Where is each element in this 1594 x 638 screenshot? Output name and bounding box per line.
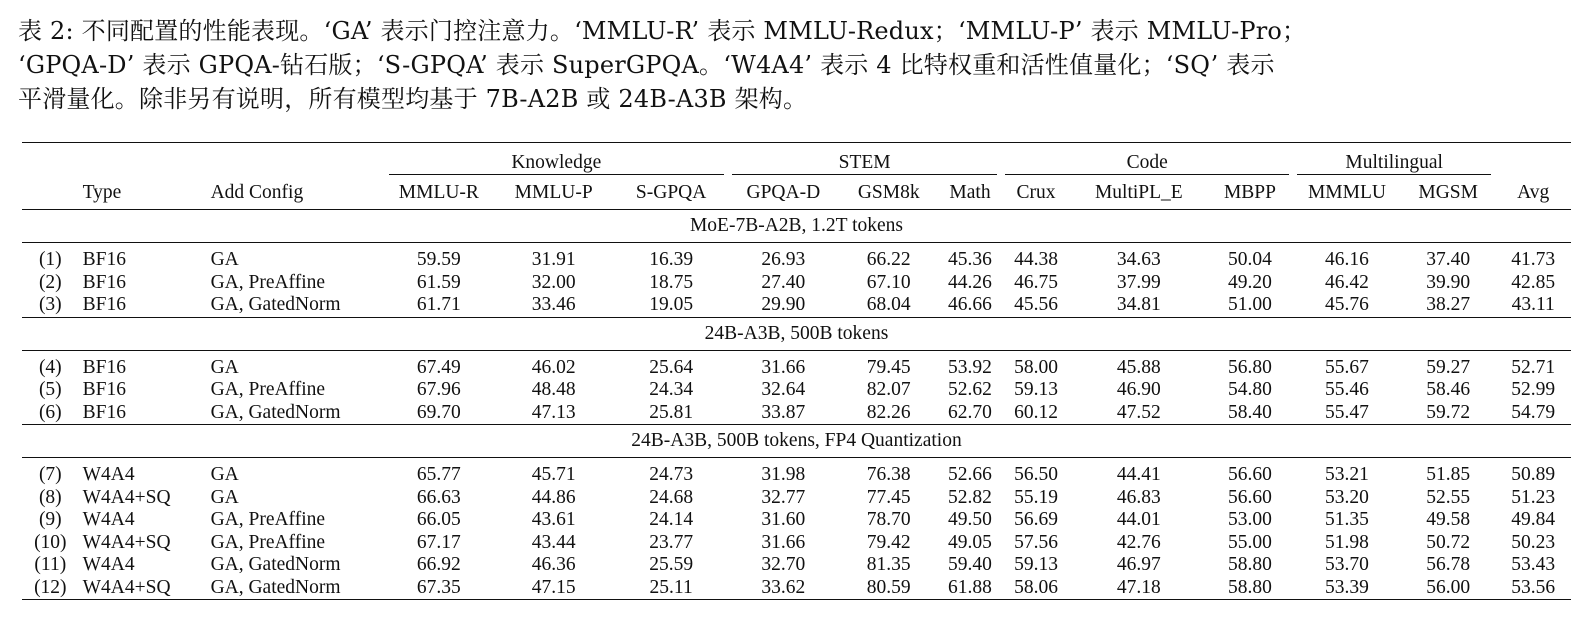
table-cell: 55.46 [1325,379,1369,400]
row-index: (5) [38,379,62,400]
table-cell: 47.13 [493,402,615,425]
table-cell: 49.84 [1511,509,1556,530]
table-cell: 18.75 [649,271,694,293]
table-cell: 46.83 [1116,486,1161,508]
column-header: Crux [1001,177,1070,210]
column-header: GSM8k [839,177,939,210]
row-config: GA [210,249,239,270]
row-type: BF16 [82,271,126,293]
table-cell: 45.56 [1001,294,1070,317]
table-cell: 48.48 [531,379,576,400]
table-cell: 50.23 [1511,531,1556,553]
table-cell: 32.77 [761,486,806,508]
table-cell: 67.96 [416,379,461,400]
table-cell: 41.73 [1511,249,1556,270]
section-title: 24B-A3B, 500B tokens [22,317,1571,350]
table-cell: 52.71 [1511,356,1556,378]
table-cell: 49.05 [948,531,992,553]
column-header-row [22,177,1571,210]
table-cell: 50.72 [1426,531,1471,553]
table-cell: 58.06 [1001,577,1070,600]
table-cell: 45.88 [1116,356,1161,378]
column-header: MGSM [1401,177,1495,210]
row-config: GA [210,356,239,378]
table-cell: 53.00 [1228,509,1272,530]
table-cell: 68.04 [839,294,939,317]
table-cell: 42.85 [1511,271,1556,293]
row-config: GA [210,486,239,508]
table-cell: 43.61 [531,509,576,530]
column-header: MMMLU [1293,177,1401,210]
table-cell: 54.80 [1228,379,1272,400]
table-cell: 51.85 [1426,464,1471,485]
column-header: MBPP [1207,177,1293,210]
row-type: W4A4 [82,554,135,575]
table-cell: 45.76 [1293,294,1401,317]
table-cell: 34.81 [1071,294,1207,317]
table-cell: 42.76 [1116,531,1161,553]
table-cell: 66.05 [416,509,461,530]
table-row [22,379,1571,402]
row-index: (4) [38,356,62,378]
row-config: GA, PreAffine [210,509,326,530]
table-cell: 61.59 [416,271,461,293]
row-index: (6) [22,402,79,425]
table-cell: 66.63 [416,486,461,508]
caption-line-3: 平滑量化。除非另有说明，所有模型均基于 7B-A2B 或 24B-A3B 架构。 [18,85,808,113]
table-caption [18,14,1576,116]
caption-line-1: 表 2: 不同配置的性能表现。‘GA’ 表示门控注意力。‘MMLU-R’ 表示 MMLU-Redux；‘MMLU-P’ 表示 MMLU-Pro； [18,17,1307,45]
row-type: W4A4+SQ [82,531,171,553]
row-config: GA, GatedNorm [207,294,385,317]
table-cell: 58.00 [1014,356,1058,378]
section-header-row [22,425,1571,458]
row-type: W4A4 [82,509,135,530]
row-index: (9) [38,509,62,530]
table-cell: 47.18 [1071,577,1207,600]
row-type: BF16 [79,402,207,425]
column-header: MMLU-R [385,177,493,210]
table-cell: 52.55 [1426,486,1471,508]
section-header-row [22,317,1571,350]
table-cell: 59.59 [416,249,461,270]
table-cell: 53.43 [1511,554,1556,575]
row-index: (2) [38,271,62,293]
row-type: BF16 [79,294,207,317]
table-row [22,402,1571,425]
table-cell: 61.71 [385,294,493,317]
table-cell: 55.00 [1228,531,1272,553]
table-cell: 82.26 [839,402,939,425]
table-row [22,458,1571,487]
results-table [22,142,1571,600]
column-header: Type [79,177,207,210]
table-cell: 79.42 [866,531,911,553]
table-cell: 31.60 [761,509,806,530]
table-cell: 55.19 [1014,486,1058,508]
table-cell: 44.86 [531,486,576,508]
table-cell: 46.02 [531,356,576,378]
table-cell: 67.10 [866,271,911,293]
table-cell: 53.92 [948,356,992,378]
table-cell: 19.05 [615,294,728,317]
table-cell: 66.92 [416,554,461,575]
table-cell: 31.91 [531,249,576,270]
table-cell: 46.97 [1116,554,1161,575]
table-cell: 34.63 [1116,249,1161,270]
column-header: Avg [1495,177,1571,210]
row-config: GA [210,464,239,485]
table-cell: 79.45 [866,356,911,378]
table-cell: 16.39 [649,249,694,270]
row-type: BF16 [82,356,126,378]
table-cell: 25.59 [649,554,694,575]
table-cell: 24.73 [649,464,694,485]
column-header: MultiPL_E [1071,177,1207,210]
table-cell: 24.34 [649,379,694,400]
column-header: S-GPQA [615,177,728,210]
group-multilingual: Multilingual [1297,152,1491,175]
table-cell: 59.72 [1401,402,1495,425]
table-body [22,210,1571,600]
row-index: (8) [38,486,62,508]
table-cell: 23.77 [649,531,694,553]
table-cell: 49.58 [1426,509,1471,530]
row-config: GA, PreAffine [210,379,326,400]
table-cell: 56.00 [1401,577,1495,600]
table-row [22,532,1571,555]
row-index: (1) [38,249,62,270]
table-cell: 59.13 [1014,379,1058,400]
table-cell: 59.13 [1014,554,1058,575]
table-cell: 53.56 [1495,577,1571,600]
table-cell: 52.99 [1511,379,1556,400]
table-cell: 24.68 [649,486,694,508]
table-cell: 59.27 [1426,356,1471,378]
table-cell: 53.70 [1325,554,1369,575]
table-cell: 81.35 [866,554,911,575]
table-cell: 37.40 [1426,249,1471,270]
table-cell: 80.59 [839,577,939,600]
table-cell: 53.20 [1325,486,1369,508]
row-index: (7) [38,464,62,485]
table-cell: 51.35 [1325,509,1369,530]
table-row [22,509,1571,532]
table-cell: 52.62 [948,379,992,400]
table-cell: 56.80 [1228,356,1272,378]
section-header-row [22,210,1571,243]
table-cell: 56.60 [1228,486,1272,508]
column-header: Math [939,177,1002,210]
table-cell: 31.66 [761,356,806,378]
table-cell: 55.67 [1325,356,1369,378]
table-cell: 45.71 [531,464,576,485]
table-cell: 51.98 [1325,531,1369,553]
table-cell: 56.60 [1228,464,1272,485]
table-cell: 46.36 [531,554,576,575]
group-stem: STEM [732,152,998,175]
table-cell: 53.39 [1293,577,1401,600]
table-cell: 58.46 [1426,379,1471,400]
column-header: Add Config [207,177,385,210]
column-header: MMLU-P [493,177,615,210]
table-cell: 44.26 [948,271,992,293]
table-cell: 46.42 [1325,271,1369,293]
table-cell: 49.20 [1228,271,1272,293]
table-cell: 53.21 [1325,464,1369,485]
table-cell: 24.14 [649,509,694,530]
table-cell: 25.11 [615,577,728,600]
table-cell: 56.69 [1014,509,1058,530]
group-header-row [22,143,1571,178]
table-cell: 65.77 [416,464,461,485]
table-cell: 77.45 [866,486,911,508]
table-cell: 55.47 [1293,402,1401,425]
table-cell: 54.79 [1495,402,1571,425]
table-cell: 59.40 [948,554,992,575]
table-cell: 60.12 [1001,402,1070,425]
table-cell: 67.49 [416,356,461,378]
table-cell: 31.66 [761,531,806,553]
table-cell: 62.70 [939,402,1002,425]
table-cell: 43.11 [1495,294,1571,317]
table-cell: 37.99 [1116,271,1161,293]
table-cell: 61.88 [939,577,1002,600]
table-row [22,272,1571,295]
table-cell: 56.50 [1014,464,1058,485]
row-type: BF16 [82,249,126,270]
row-index: (10) [34,531,67,553]
table-cell: 58.80 [1228,554,1272,575]
section-title: MoE-7B-A2B, 1.2T tokens [22,210,1571,243]
table-cell: 33.46 [493,294,615,317]
table-cell: 29.90 [728,294,839,317]
row-type: W4A4 [82,464,135,485]
row-type: W4A4+SQ [79,577,207,600]
table-cell: 57.56 [1014,531,1058,553]
table-cell: 51.23 [1511,486,1556,508]
table-cell: 33.62 [728,577,839,600]
table-cell: 46.75 [1014,271,1058,293]
table-cell: 76.38 [866,464,911,485]
table-cell: 58.80 [1207,577,1293,600]
row-config: GA, GatedNorm [207,577,385,600]
results-table-container [22,142,1571,600]
table-cell: 32.00 [531,271,576,293]
table-cell: 31.98 [761,464,806,485]
table-cell: 67.17 [416,531,461,553]
table-row [22,350,1571,379]
table-cell: 32.64 [761,379,806,400]
section-title: 24B-A3B, 500B tokens, FP4 Quantization [22,425,1571,458]
group-knowledge: Knowledge [389,152,724,175]
table-cell: 78.70 [866,509,911,530]
table-row [22,294,1571,317]
table-cell: 49.50 [948,509,992,530]
row-index: (12) [22,577,79,600]
table-cell: 44.38 [1014,249,1058,270]
caption-line-2: ‘GPQA-D’ 表示 GPQA-钻石版；‘S-GPQA’ 表示 SuperGPQA。‘W4A4’ 表示 4 比特权重和活性值量化；‘SQ’ 表示 [18,51,1275,79]
table-cell: 47.52 [1071,402,1207,425]
table-cell: 44.01 [1116,509,1161,530]
table-row [22,577,1571,600]
table-cell: 43.44 [531,531,576,553]
table-cell: 52.66 [948,464,992,485]
table-cell: 32.70 [761,554,806,575]
table-cell: 39.90 [1426,271,1471,293]
table-cell: 52.82 [948,486,992,508]
table-cell: 50.04 [1228,249,1272,270]
table-cell: 50.89 [1511,464,1556,485]
column-header [22,177,79,210]
row-config: GA, PreAffine [210,531,326,553]
row-config: GA, PreAffine [210,271,326,293]
table-cell: 47.15 [493,577,615,600]
table-cell: 82.07 [866,379,911,400]
table-cell: 56.78 [1426,554,1471,575]
table-cell: 67.35 [385,577,493,600]
table-cell: 58.40 [1207,402,1293,425]
table-cell: 51.00 [1207,294,1293,317]
table-cell: 26.93 [761,249,806,270]
table-cell: 46.66 [939,294,1002,317]
table-cell: 33.87 [728,402,839,425]
row-type: W4A4+SQ [82,486,171,508]
table-cell: 25.81 [615,402,728,425]
row-index: (11) [34,554,67,575]
table-cell: 45.36 [948,249,992,270]
table-cell: 27.40 [761,271,806,293]
table-cell: 38.27 [1401,294,1495,317]
row-index: (3) [22,294,79,317]
table-cell: 66.22 [866,249,911,270]
column-header: GPQA-D [728,177,839,210]
table-row [22,487,1571,510]
table-cell: 44.41 [1116,464,1161,485]
table-cell: 46.90 [1116,379,1161,400]
row-config: GA, GatedNorm [210,554,341,575]
row-config: GA, GatedNorm [207,402,385,425]
table-row [22,554,1571,577]
table-cell: 46.16 [1325,249,1369,270]
table-cell: 25.64 [649,356,694,378]
group-code: Code [1005,152,1289,175]
table-row [22,243,1571,272]
row-type: BF16 [82,379,126,400]
table-cell: 69.70 [385,402,493,425]
